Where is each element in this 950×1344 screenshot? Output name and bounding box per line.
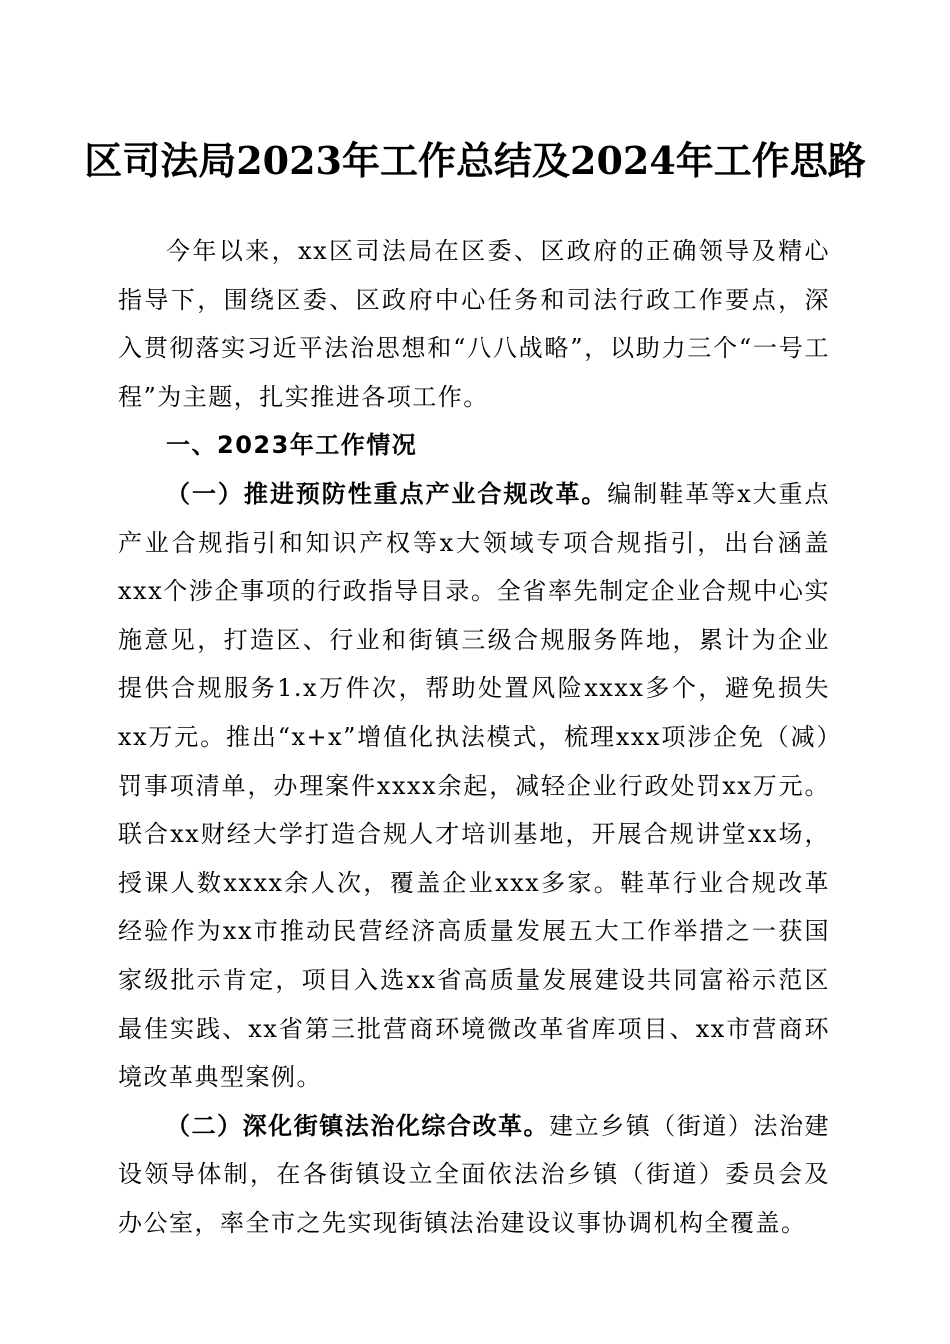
section-heading: 一、2023年工作情况	[166, 431, 418, 460]
section-item-paragraph	[118, 1102, 830, 1248]
document-title: 区司法局2023年工作总结及2024年工作思路	[84, 138, 866, 183]
document-body	[118, 227, 830, 1247]
section-item-paragraph	[118, 470, 830, 1102]
item-lead-text: （二）深化街镇法治化综合改革。	[166, 1111, 550, 1140]
item-body-text: 建立乡镇（街道）法治建设领导体制，在各街镇设立全面依法治乡镇（街道）委员会及办公室，率全市之先实现街镇法治建设议事协调机构全覆盖。	[118, 1111, 831, 1237]
item-body-text: 编制鞋革等x大重点产业合规指引和知识产权等x大领域专项合规指引，出台涵盖xxx个涉企事项的行政指导目录。全省率先制定企业合规中心实施意见，打造区、行业和街镇三级合规服务阵地，累计为企业提供合规服务1.x万件次，帮助处置风险xxxx多个，避免损失xx万元。推出“x+x”增值化执法模式，梳理xxx项涉企免（减）罚事项清单，办理案件xxxx余起，减轻企业行政处罚xx万元。联合xx财经大学打造合规人才培训基地，开展合规讲堂xx场，授课人数xxxx余人次，覆盖企业xxx多家。鞋革行业合规改革经验作为xx市推动民营经济高质量发展五大工作举措之一获国家级批示肯定，项目入选xx省高质量发展建设共同富裕示范区最佳实践、xx省第三批营商环境微改革省库项目、xx市营商环境改革典型案例。	[118, 479, 830, 1092]
item-lead-text: （一）推进预防性重点产业合规改革。	[166, 479, 608, 508]
intro-paragraph: 今年以来，xx区司法局在区委、区政府的正确领导及精心指导下，围绕区委、区政府中心任务和司法行政工作要点，深入贯彻落实习近平法治思想和“八八战略”，以助力三个“一号工程”为主题，扎实推进各项工作。	[118, 237, 830, 411]
